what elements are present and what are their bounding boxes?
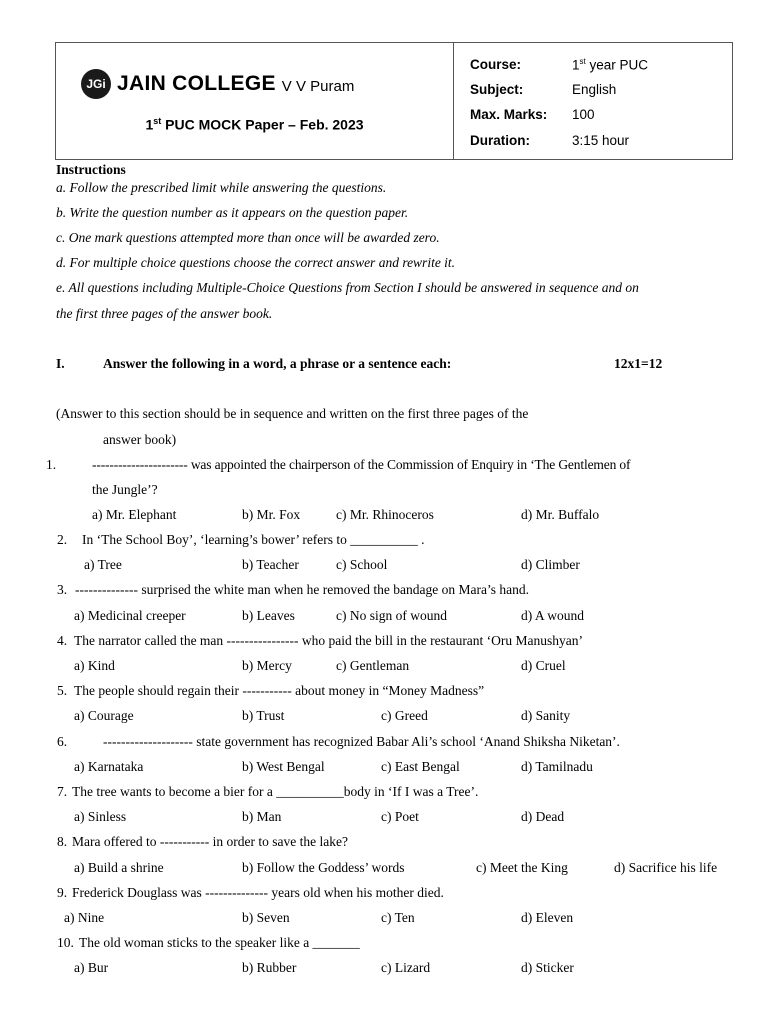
question-text-cont: the Jungle’? [92, 482, 158, 497]
section-title: Answer the following in a word, a phrase or a sentence each: [103, 356, 452, 371]
option-b: b) Seven [242, 910, 290, 925]
question-text: ---------------------- was appointed the chairperson of the Commission of Enquiry in ‘The Gentlemen of [92, 457, 631, 472]
section-note: (Answer to this section should be in sequence and written on the first three pages of the [56, 406, 529, 421]
option-c: c) Mr. Rhinoceros [336, 507, 434, 522]
option-b: b) Leaves [242, 608, 295, 623]
header-meta [454, 43, 732, 159]
instruction-item: e. All questions including Multiple-Choice Questions from Section I should be answered in sequence and on [56, 280, 639, 295]
option-d: d) Eleven [521, 910, 574, 925]
question-number: 8. [57, 834, 68, 849]
paper-title: 1st PUC MOCK Paper – Feb. 2023 [145, 116, 364, 133]
instruction-item: the first three pages of the answer book. [56, 306, 273, 321]
option-a: a) Karnataka [74, 759, 144, 774]
college-place: V V Puram [281, 77, 355, 95]
option-d: d) Cruel [521, 658, 566, 673]
question-text: In ‘The School Boy’, ‘learning’s bower’ refers to __________ . [82, 532, 425, 547]
option-d: d) Sanity [521, 708, 571, 723]
option-a: a) Bur [74, 960, 109, 975]
option-b: b) Follow the Goddess’ words [242, 860, 405, 875]
option-a: a) Nine [64, 910, 105, 925]
instruction-item: a. Follow the prescribed limit while answering the questions. [56, 180, 387, 195]
college-logo-row [81, 69, 354, 99]
question-text: The narrator called the man ---------------- who paid the bill in the restaurant ‘Oru Manushyan’ [74, 633, 584, 648]
question-number: 10. [57, 935, 74, 950]
question-text: The old woman sticks to the speaker like a _______ [79, 935, 360, 950]
option-a: a) Tree [84, 557, 122, 572]
section-marks: 12x1=12 [614, 356, 663, 371]
header-left [56, 43, 454, 159]
option-d: d) Climber [521, 557, 580, 572]
option-d: d) Sacrifice his life [614, 860, 718, 875]
meta-duration: Duration: 3:15 hour [470, 133, 630, 148]
option-a: a) Kind [74, 658, 115, 673]
option-c: c) No sign of wound [336, 608, 447, 623]
option-b: b) West Bengal [242, 759, 325, 774]
instruction-item: b. Write the question number as it appears on the question paper. [56, 205, 409, 220]
instruction-item: d. For multiple choice questions choose the correct answer and rewrite it. [56, 255, 456, 270]
meta-course: Course: 1st year PUC [470, 57, 649, 73]
question-text: The tree wants to become a bier for a __________body in ‘If I was a Tree’. [72, 784, 479, 799]
question-number: 5. [57, 683, 68, 698]
option-b: b) Mercy [242, 658, 292, 673]
option-a: a) Sinless [74, 809, 127, 824]
option-b: b) Man [242, 809, 282, 824]
option-b: b) Teacher [242, 557, 299, 572]
option-a: a) Medicinal creeper [74, 608, 186, 623]
question-text: -------------------- state government has recognized Babar Ali’s school ‘Anand Shiksha Niketan’. [103, 734, 620, 749]
option-c: c) Lizard [381, 960, 431, 975]
option-b: b) Mr. Fox [242, 507, 301, 522]
question-text: Mara offered to ----------- in order to save the lake? [72, 834, 348, 849]
option-b: b) Rubber [242, 960, 297, 975]
question-text: The people should regain their ----------- about money in “Money Madness” [74, 683, 485, 698]
question-number: 4. [57, 633, 68, 648]
question-number: 7. [57, 784, 68, 799]
option-d: d) Sticker [521, 960, 574, 975]
section-number: I. [56, 356, 65, 371]
meta-subject: Subject: English [470, 82, 617, 97]
meta-max-marks: Max. Marks: 100 [470, 107, 595, 122]
option-d: d) Mr. Buffalo [521, 507, 600, 522]
header-box [55, 42, 733, 160]
college-logo-icon: JGi [81, 69, 111, 99]
option-c: c) East Bengal [381, 759, 460, 774]
option-c: c) Ten [381, 910, 415, 925]
option-d: d) Dead [521, 809, 565, 824]
college-name: JAIN COLLEGE [117, 72, 276, 95]
question-number: 3. [57, 582, 68, 597]
option-c: c) Greed [381, 708, 428, 723]
question-number: 1. [46, 457, 57, 472]
option-a: a) Mr. Elephant [92, 507, 177, 522]
option-a: a) Build a shrine [74, 860, 164, 875]
option-c: c) Poet [381, 809, 419, 824]
question-text: -------------- surprised the white man when he removed the bandage on Mara’s hand. [75, 582, 529, 597]
question-number: 6. [57, 734, 68, 749]
question-number: 9. [57, 885, 68, 900]
option-c: c) Gentleman [336, 658, 410, 673]
question-text: Frederick Douglass was -------------- years old when his mother died. [72, 885, 444, 900]
option-c: c) Meet the King [476, 860, 568, 875]
question-number: 2. [57, 532, 68, 547]
section-note-cont: answer book) [103, 432, 177, 447]
instructions-heading: Instructions [56, 162, 126, 177]
option-d: d) A wound [521, 608, 585, 623]
option-d: d) Tamilnadu [521, 759, 593, 774]
option-c: c) School [336, 557, 388, 572]
option-b: b) Trust [242, 708, 285, 723]
option-a: a) Courage [74, 708, 134, 723]
instruction-item: c. One mark questions attempted more than once will be awarded zero. [56, 230, 440, 245]
